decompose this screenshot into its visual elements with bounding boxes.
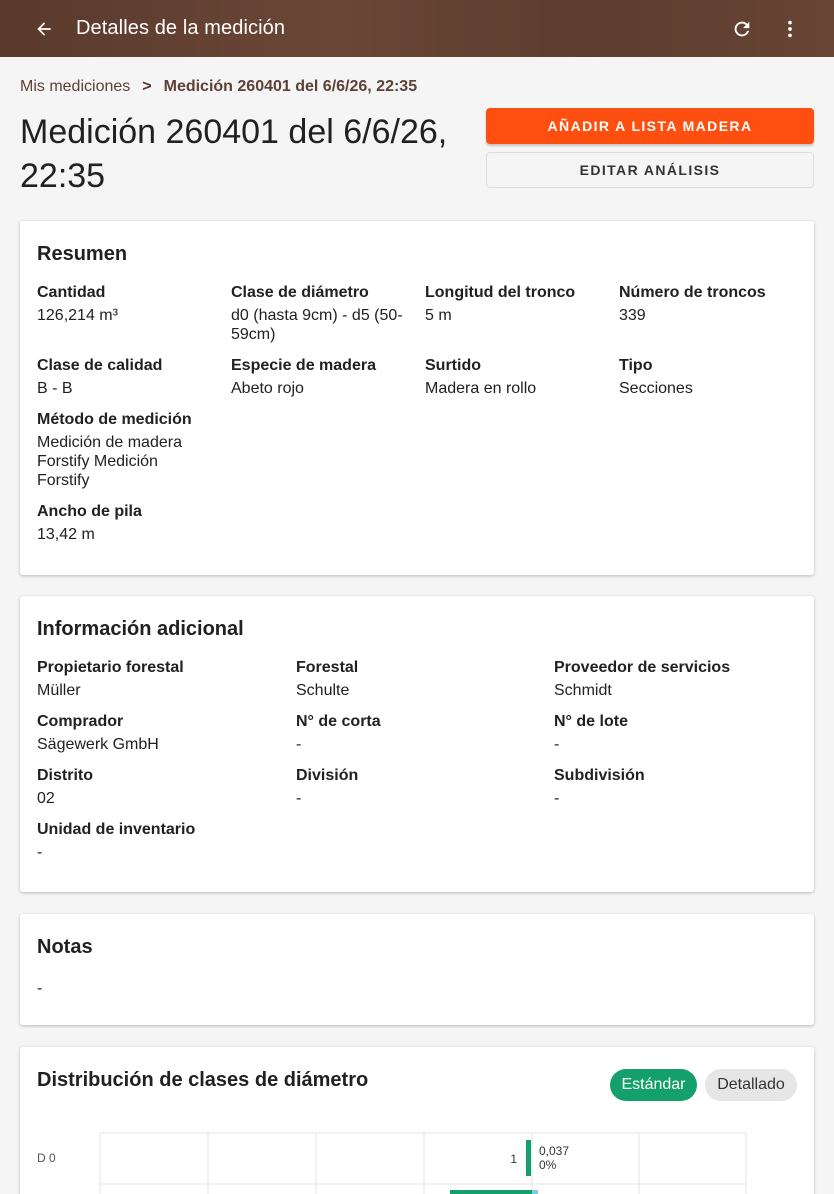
distribution-title: Distribución de clases de diámetro <box>37 1069 369 1091</box>
count-label: 1 <box>510 1152 517 1166</box>
bar <box>526 1140 531 1176</box>
app-bar <box>0 0 834 57</box>
breadcrumb-separator: > <box>142 78 152 95</box>
summary-field: Ancho de pila 13,42 m <box>37 503 142 543</box>
summary-field: Clase de diámetro d0 (hasta 9cm) - d5 (50-59cm) <box>231 284 403 343</box>
info-field: N° de corta - <box>296 713 381 753</box>
breadcrumb-current: Medición 260401 del 6/6/26, 22:35 <box>163 78 418 95</box>
info-field: Comprador Sägewerk GmbH <box>37 713 159 753</box>
arrow-left-icon[interactable] <box>32 17 56 41</box>
summary-field: Cantidad 126,214 m³ <box>37 284 118 324</box>
diameter-distribution-chart <box>20 1125 814 1194</box>
notes-value: - <box>37 980 43 997</box>
add-to-timber-list-button[interactable]: AÑADIR A LISTA MADERA <box>486 108 814 144</box>
info-field: Proveedor de servicios Schmidt <box>554 659 731 699</box>
breadcrumb-parent[interactable]: Mis mediciones <box>20 78 131 95</box>
info-field: Forestal Schulte <box>296 659 359 699</box>
notes-title: Notas <box>37 936 93 958</box>
chart-grid <box>100 1133 746 1194</box>
additional-info-title: Información adicional <box>37 618 244 640</box>
summary-field: Método de medición Medición de madera Forstify Medición Forstify <box>37 411 192 489</box>
info-field: N° de lote - <box>554 713 628 753</box>
info-field: Distrito 02 <box>37 767 93 807</box>
volume-label: 0,037 <box>539 1144 570 1158</box>
info-field: División - <box>296 767 359 807</box>
more-vert-icon[interactable] <box>778 17 802 41</box>
summary-card <box>20 221 814 575</box>
page-title: Medición 260401 del 6/6/26, 22:35 <box>20 113 448 195</box>
info-field: Unidad de inventario - <box>37 821 196 861</box>
category-label: D 0 <box>37 1151 56 1165</box>
breadcrumb <box>20 77 417 97</box>
next-bar <box>450 1190 532 1194</box>
app-bar-title: Detalles de la medición <box>76 17 286 39</box>
edit-analysis-button[interactable]: EDITAR ANÁLISIS <box>486 152 814 188</box>
detailed-toggle-chip[interactable]: Detallado <box>705 1069 797 1101</box>
summary-field: Número de troncos 339 <box>619 284 766 324</box>
summary-field: Longitud del tronco 5 m <box>425 284 576 324</box>
info-field: Propietario forestal Müller <box>37 659 184 699</box>
notes-card <box>20 914 814 1025</box>
summary-field: Clase de calidad B - B <box>37 357 163 397</box>
info-field: Subdivisión - <box>554 767 645 807</box>
summary-field: Especie de madera Abeto rojo <box>231 357 376 397</box>
summary-title: Resumen <box>37 243 128 265</box>
standard-toggle-chip[interactable]: Estándar <box>610 1069 697 1101</box>
next-bar-highlight <box>532 1190 538 1194</box>
summary-field: Surtido Madera en rollo <box>425 357 537 397</box>
percent-label: 0% <box>539 1158 557 1172</box>
refresh-icon[interactable] <box>730 17 754 41</box>
summary-field: Tipo Secciones <box>619 357 693 397</box>
diameter-distribution-card <box>20 1047 814 1194</box>
additional-info-card <box>20 596 814 892</box>
